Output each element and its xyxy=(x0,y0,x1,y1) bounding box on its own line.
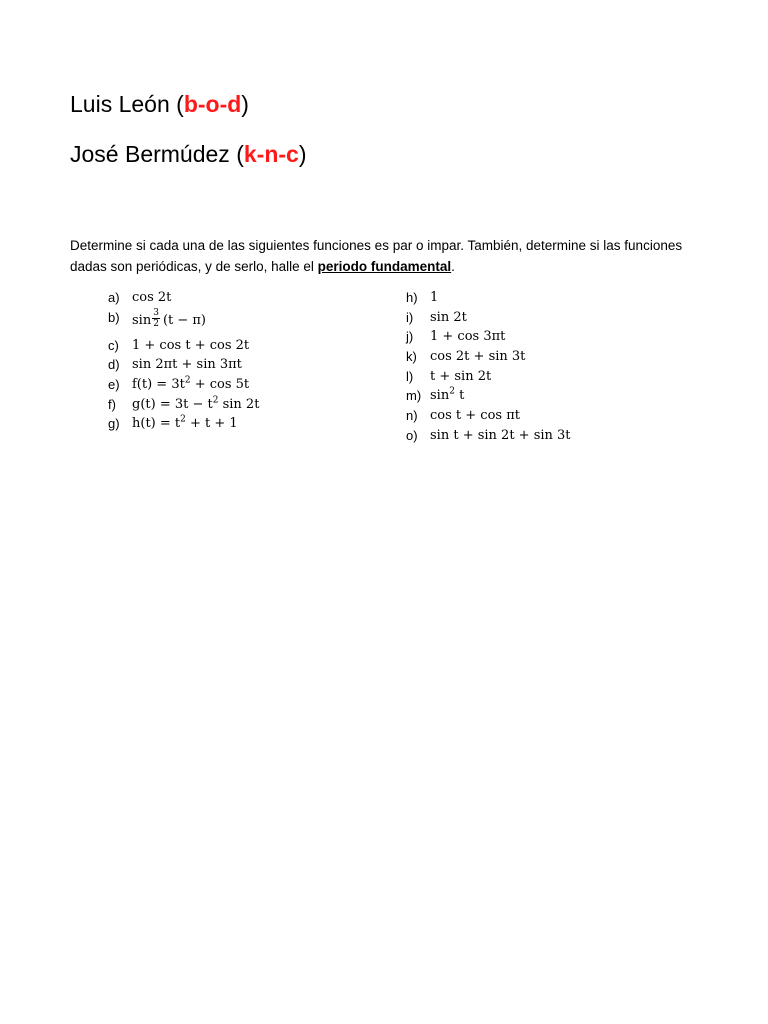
fraction-numerator: 3 xyxy=(153,307,159,318)
fraction-denominator: 2 xyxy=(153,318,159,329)
expr-part: f(t) = 3t xyxy=(132,377,185,393)
exercise-label: i) xyxy=(406,309,414,325)
exercise-label: o) xyxy=(406,427,418,443)
exercise-expression xyxy=(132,395,259,414)
author-codes: b-o-d xyxy=(183,91,242,117)
exercise-label: b) xyxy=(108,309,120,325)
superscript: 2 xyxy=(180,415,186,426)
exercise-expression: cos 2t xyxy=(132,290,172,305)
expr-part: sin xyxy=(132,312,152,328)
exercise-expression: sin t + sin 2t + sin 3t xyxy=(430,427,571,443)
author-line-1: Luis León (b-o-d) xyxy=(70,91,249,117)
fraction xyxy=(152,308,160,329)
expr-part: + cos 5t xyxy=(190,377,250,393)
exercise-label: k) xyxy=(406,349,417,365)
exercise-label: g) xyxy=(108,416,120,432)
exercise-expression: 1 + cos t + cos 2t xyxy=(132,337,250,353)
exercise-expression: sin 2πt + sin 3πt xyxy=(132,357,242,373)
expr-part: (t − π) xyxy=(162,312,207,328)
exercise-expression: sin 2t xyxy=(430,309,467,325)
expr-part: h(t) = t xyxy=(132,416,181,432)
expr-part: t xyxy=(454,388,465,404)
exercise-label: e) xyxy=(108,377,120,393)
superscript: 2 xyxy=(449,387,455,398)
expr-part: + t + 1 xyxy=(185,416,238,432)
expr-part: sin xyxy=(430,388,450,404)
author-name: Luis León xyxy=(70,91,170,117)
exercise-expression: t + sin 2t xyxy=(430,368,492,384)
exercise-label: d) xyxy=(108,357,120,373)
exercise-expression: cos 2t + sin 3t xyxy=(430,349,526,365)
exercise-label: j) xyxy=(406,329,414,345)
exercise-expression xyxy=(132,414,238,433)
exercise-label: m) xyxy=(406,388,422,404)
exercise-label: n) xyxy=(406,408,418,424)
exercise-expression xyxy=(132,375,249,394)
instructions-emphasis: periodo fundamental xyxy=(317,259,452,274)
exercise-label: c) xyxy=(108,337,119,353)
expr-part: g(t) = 3t − t xyxy=(132,396,213,412)
superscript: 2 xyxy=(212,395,219,406)
exercise-expression xyxy=(430,386,464,405)
author-line-2: José Bermúdez (k-n-c) xyxy=(70,141,307,167)
instructions-end: . xyxy=(451,259,455,274)
exercise-label: h) xyxy=(406,290,418,305)
exercise-expression: 1 + cos 3πt xyxy=(430,329,506,345)
exercise-label: a) xyxy=(108,290,120,305)
author-name: José Bermúdez xyxy=(70,141,230,167)
expr-part: sin 2t xyxy=(218,396,260,412)
exercise-expression: 1 xyxy=(430,290,439,305)
exercise-expression: cos t + cos πt xyxy=(430,408,520,424)
instructions-text: Determine si cada una de las siguientes funciones es par o impar. También, determine si las funciones dadas son periódicas, y de serlo, halle el xyxy=(70,238,683,274)
superscript: 2 xyxy=(184,375,191,386)
exercise-expression xyxy=(132,307,207,331)
exercise-label: l) xyxy=(406,368,414,384)
author-codes: k-n-c xyxy=(243,141,299,167)
exercise-label: f) xyxy=(108,396,116,412)
instructions-paragraph xyxy=(70,235,710,277)
